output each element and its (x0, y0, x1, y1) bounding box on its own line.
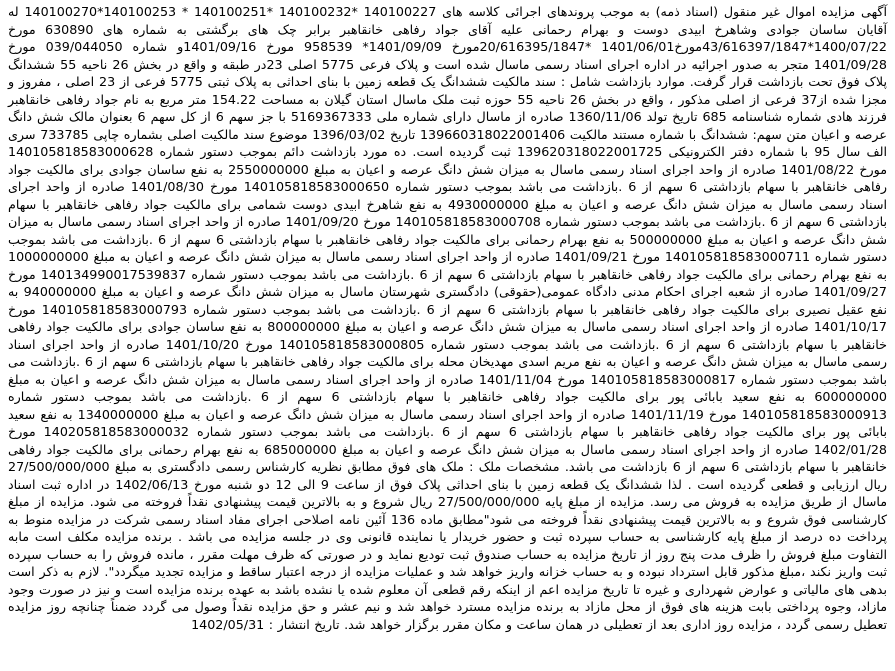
auction-notice-text: آگهی مزایده اموال غیر منقول (اسناد ذمه) به موجب پروندهای اجرائی کلاسه های 140100227 *140100232 *140100251 * 140100253*140100270 له آقایان ساسان جوادی وشاهرخ ابیدی دوست و بهرام رحمانی علیه آقای جواد رفاهی خانقاهبر برابر چک های برگشتی به شماره های 630890 مورخ 1400/07/22*43/616397/1847مورخ1401/06/01 *20/616395/1847مورخ 1401/09/09* 958539 مورخ 1401/09/16و شماره 039/044050 مورخ 1401/09/28 متجر به صدور اجرائیه در اداره اجرای اسناد رسمی ماسال شده است و پلاک فرعی 5775 اصلی 23در طبقه و واقع در بخش 26 ناحیه 55 ششدانگ پلاک فوق تحت بازداشت قرار گرفت. موارد بازداشت شامل : سند مالکیت ششدانگ یک قطعه زمین با بنای احداثی به پلاک ثبتی 5775 فرعی از 23 اصلی ، مفروز و مجزا شده از37 فرعی از اصلی مذکور ، واقع در بخش 26 ناحیه 55 حوزه ثبت ملک ماسال استان گیلان به مساحت 154.22 متر مربع به نام جواد رفاهی خانقاهبر فرزند هادی شماره شناسنامه 685 تاریخ تولد 1360/11/06 صادره از ماسال دارای شماره ملی 5169367333 با جز سهم 6 از کل سهم 6 بعنوان مالک شش دانگ عرصه و اعیان متن سهم: ششدانگ با شماره مستند مالکیت 139660318022001406 تاریخ 1396/03/02 موضوع سند مالکیت اصلی بشماره چاپی 733785 سری الف سال 95 با شماره دفتر الکترونیکی 139620318022001725 ثبت گردیده است. ده مورد بازداشت دائم بموجب دستور شماره 140105818583000628 مورخ 1401/08/22 صادره از واحد اجرای اسناد رسمی ماسال به میزان شش دانگ عرصه و اعیان به مبلغ 2550000000 به نفع ساسان جوادی برای مالکیت جواد رفاهی خانقاهبر با سهام بازداشتی 6 سهم از 6 .بازداشت می باشد بموجب دستور شماره 140105818583000650 مورخ 1401/08/30 صادره از واحد اجرای اسناد رسمی ماسال به میزان شش دانگ عرصه و اعیان به مبلغ 4930000000 به نفع شاهرخ ابیدی دوست شمامی برای مالکیت جواد رفاهی خانقاهبر با سهام بازداشتی 6 سهم از 6 .بازداشت می باشد بموجب دستور شماره 140105818583000708 مورخ 1401/09/20 صادره از واحد اجرای اسناد رسمی ماسال به میزان شش دانگ عرصه و اعیان به مبلغ 500000000 به نفع بهرام رحمانی برای مالکیت جواد رفاهی خانقاهبر با سهام بازداشتی 6 سهم از 6 .بازداشت می باشد بموجب دستور شماره 140105818583000711 مورخ 1401/09/21 صادره از واحد اجرای اسناد رسمی ماسال به میزان شش دانگ عرصه و اعیان به مبلغ 1000000000 به نفع بهرام رحمانی برای مالکیت جواد رفاهی خانقاهبر با سهام بازداشتی 6 سهم از 6 .بازداشت می باشد بموجب دستور شماره 140134990017539837 مورخ 1401/09/27 صادره از شعبه اجرای احکام مدنی دادگاه عمومی(حقوقی) دادگستری شهرستان ماسال به میزان شش دانگ عرصه و اعیان به مبلغ 940000000 به نفع عقیل نصیری برای مالکیت جواد رفاهی خانقاهبر با سهام بازداشتی 6 سهم از 6 .بازداشت می باشد بموجب دستور شماره 140105818583000793 مورخ 1401/10/17 صادره از واحد اجرای اسناد رسمی ماسال به میزان شش دانگ عرصه و اعیان به مبلغ 800000000 به نفع ساسان جوادی برای مالکیت جواد رفاهی خانقاهبر با سهام بازداشتی 6 سهم از 6 .بازداشت می باشد بموجب دستور شماره 140105818583000805 مورخ 1401/10/20 صادره از واحد اجرای اسناد رسمی ماسال به میزان شش دانگ عرصه و اعیان به نفع مریم اسدی مهدیخان محله برای مالکیت جواد رفاهی خانقاهبر با سهام بازداشتی 6 سهم از 6 .بازداشت می باشد بموجب دستور شماره 140105818583000817 مورخ 1401/11/04 صادره از واحد اجرای اسناد رسمی ماسال به میزان شش دانگ عرصه و اعیان به مبلغ 600000000 به نفع سعید بابائی پور برای مالکیت جواد رفاهی خانقاهبر با سهام بازداشتی 6 سهم از 6 .بازداشت می باشد بموجب دستور شماره 140105818583000913 مورخ 1401/11/19 صادره از واحد اجرای اسناد رسمی ماسال به میزان شش دانگ عرصه و اعیان به مبلغ 1340000000 به نفع سعید بابائی پور برای مالکیت جواد رفاهی خانقاهبر با سهام بازداشتی 6 سهم از 6 .بازداشت می باشد بموجب دستور شماره 140205818583000032 مورخ 1402/01/28 صادره از واحد اجرای اسناد رسمی ماسال به میزان شش دانگ عرصه و اعیان به مبلغ 685000000 به نفع بهرام رحمانی برای مالکیت جواد رفاهی خانقاهبر با سهام بازداشتی 6 سهم از 6 بازداشت می باشد. مشخصات ملک : ملک های فوق مطابق نظریه کارشناس رسمی دادگستری به مبلغ 27/500/000/000 ریال ارزیابی و قطعی گردیده است . لذا ششدانگ یک قطعه زمین با بنای احداثی پلاک فوق از ساعت 9 الی 12 دو شنبه مورخ 1402/06/13 در اداره ثبت اسناد ماسال از طریق مزایده به فروش می رسد. مزایده از مبلغ پایه 27/500/000/000 ریال شروع و به بالاترین قیمت پیشنهادی نقداً فروخته می شود. مزایده از مبلغ کارشناسی فوق شروع و به بالاترین قیمت پیشنهادی نقداً فروخته می شود"مطابق ماده 136 آئین نامه اصلاحی اجرای مفاد اسناد رسمی شرکت در مزایده منوط به پرداخت ده درصد از مبلغ پایه کارشناسی به حساب سپرده ثبت و حضور خریدار یا نماینده قانونی وی در جلسه مزایده می باشد . برنده مزایده مکلف است مابه التفاوت مبلغ فروش را ظرف مدت پنج روز از تاریخ مزایده به حساب صندوق ثبت تودیع نماید و در صورتی که ظرف مهلت مقرر ، مانده فروش را به حساب سپرده ثبت واریز نکند ،مبلغ مذکور قابل استرداد نبوده و به حساب خزانه واریز خواهد شد و عملیات مزایده از درجه اعتبار ساقط و مزایده تجدید میگردد". لازم به ذکر است بدهی های مالیاتی و عوارض شهرداری و غیره تا تاریخ مزایده اعم از اینکه رقم قطعی آن معلوم شده یا نشده باشد به عهده برنده مزایده است و نیز در صورت وجود مازاد، وجوه پرداختی بابت هزینه های فوق از محل مازاد به برنده مزایده مسترد خواهد شد و نیم عشر و حق مزایده نقداً وصول می گردد ضمناً چنانچه روز مزایده تعطیل رسمی گردد ، مزایده روز اداری بعد از تعطیلی در همان ساعت و مکان مقرر برگزار خواهد شد. تاریخ انتشار : 1402/05/31 (8, 4, 888, 632)
